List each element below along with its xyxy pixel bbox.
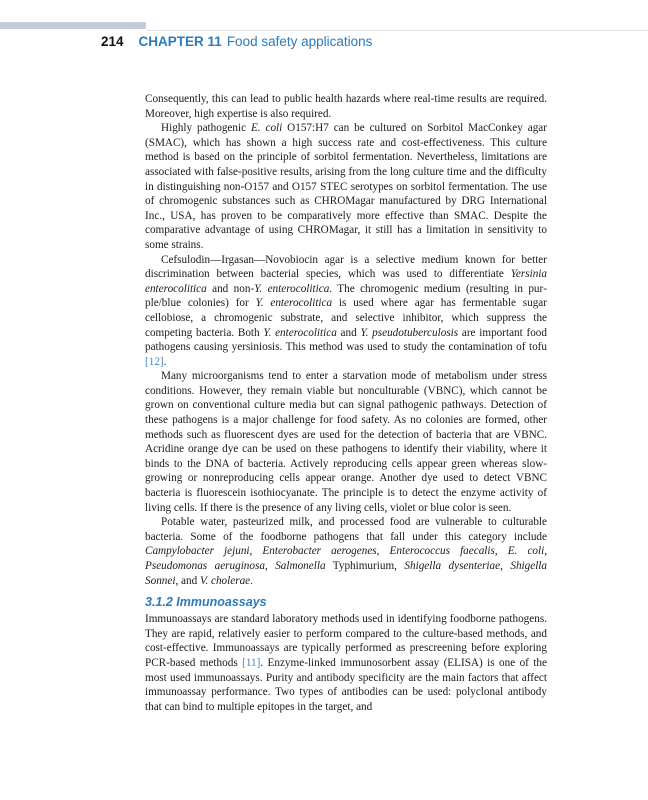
chapter-title: Food safety applications [226,34,373,49]
paragraph: Highly pathogenic E. coli O157:H7 can be cultured on Sorbitol MacConkey agar (SMAC), which has shown a high success rate and cost-effectiveness. This culture method is based on the principle of sorbitol fermentation. Nevertheless, limitations are associated with false-positive results, arising from the long culture time and the difficulty in distinguishing non-O157 and O157 STEC serotypes on sorbitol fermentation. The use of chromogenic substances such as CHROMagar manufactured by DRG International Inc., USA, has proven to be comparatively more effective than SMAC. Despite the comparative advantage of using CHROMagar, it still has a limitation in sensitivity to some strains. [145,122,547,251]
paragraph: Cefsulodin—Irgasan—Novobiocin agar is a selective medium known for better discrimination between bacterial species, which was used to differentiate Yersinia enterocolitica and non-Y. enterocolitica. The chromogenic medium (resulting in purple/blue colonies) for Y. enterocolitica is used where agar has fermentable sugar cellobiose, a chromogenic substrate, and selective inhibitor, which suppress the competing bacteria. Both Y. enterocolitica and Y. pseudotuberculosis are important food pathogens causing yersiniosis. This method was used to study the contamination of tofu [12]. [145,253,547,368]
header-accent-bar [0,22,146,29]
chapter-label: CHAPTER 11 [138,34,222,49]
citation-link[interactable]: [12] [145,355,164,368]
section-heading: 3.1.2 Immunoassays [145,595,267,610]
header-rule [146,30,648,31]
paragraph: Many microorganisms tend to enter a starvation mode of metabolism under stress conditions. However, they remain viable but nonculturable (VBNC), which cannot be grown on conventional culture media but can signal pathogenic pathways. Detection of these pathogens is a major challenge for food safety. As no colonies are formed, other methods such as fluorescent dyes are used for the detection of bacteria that are VBNC. Acridine orange dye can be used on these pathogens to identify their viability, where it binds to the DNA of bacteria. Actively reproducing cells appear green whereas slow-growing or nonreproducing cells appear orange. Another dye used to detect VBNC bacteria is fluorescein isothiocyanate. The principle is to detect the enzyme activity of living cells. If there is the presence of any living cells, violet or blue color is seen. [145,370,547,514]
running-header [101,34,372,49]
paragraph: Consequently, this can lead to public health hazards where real-time results are required. Moreover, high expertise is also required. [145,93,547,120]
body-text [145,92,547,714]
page-number: 214 [101,34,124,49]
paragraph: Potable water, pasteurized milk, and processed food are vulnerable to culturable bacteria. Some of the foodborne pathogens that fall under this category include Campylobacter jejuni, Enterobacter aerogenes, Enterococcus faecalis, E. coli, Pseudomonas aeruginosa, Salmonella Typhimurium, Shigella dysenteriae, Shigella Sonnei, and V. cholerae. [145,516,548,587]
citation-link[interactable]: [11] [242,656,261,669]
paragraph: Immunoassays are standard laboratory methods used in identifying foodborne pathogens. They are rapid, relatively easier to perform compared to the culture-based methods, and cost-effective. Immunoassays are typically performed as prescreening before exploring PCR-based methods [11]. Enzyme-linked immunosorbent assay (ELISA) is one of the most used immunoassays. Purity and antibody specificity are the main factors that affect immunoassay performance. Two types of antibodies can be used: polyclonal antibody that can bind to multiple epitopes in the target, and [145,613,547,713]
